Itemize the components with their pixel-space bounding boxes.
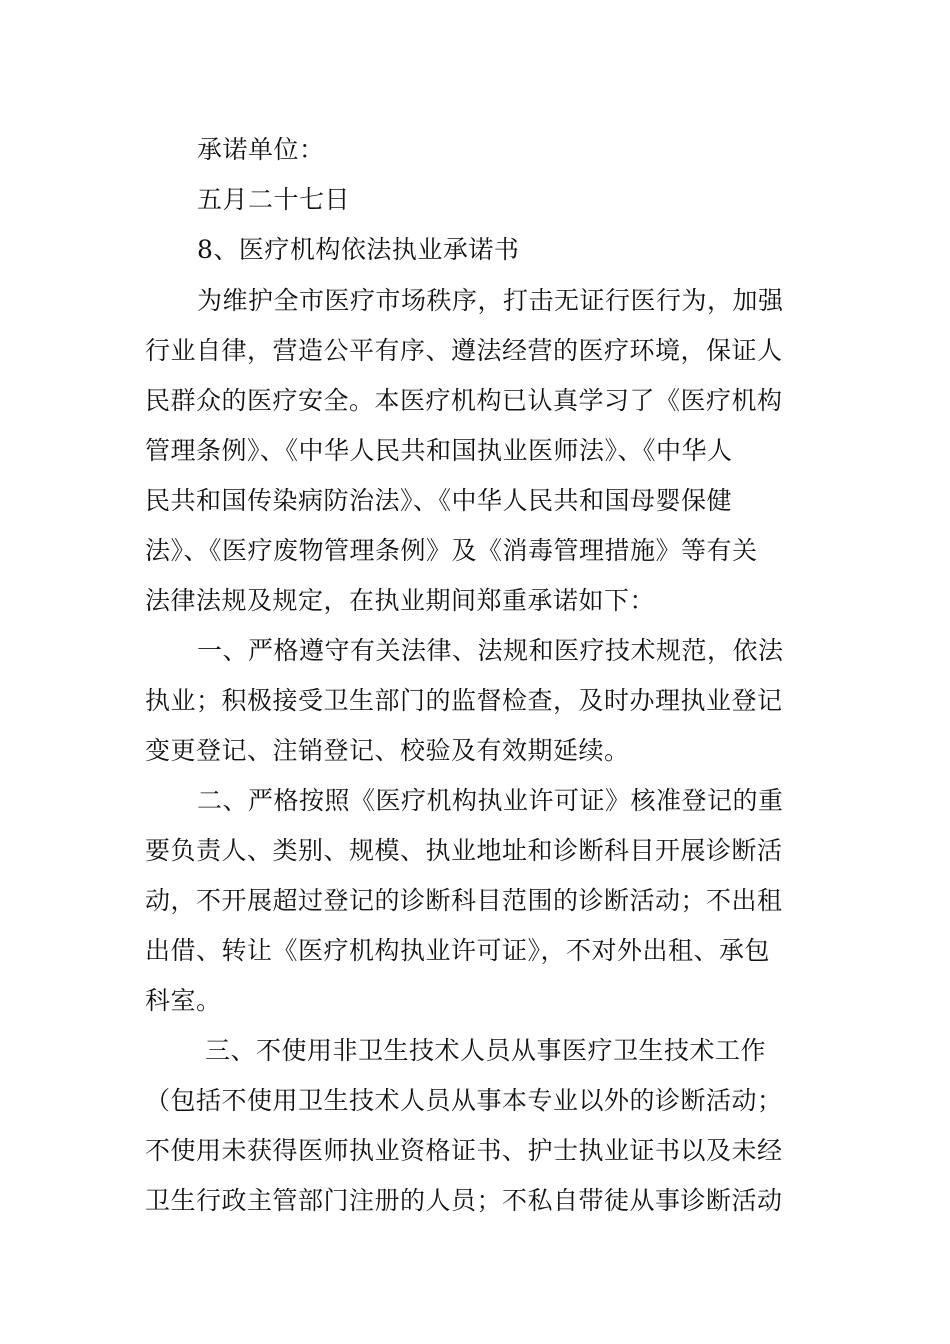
section-heading: 8、医疗机构依法执业承诺书 bbox=[197, 235, 520, 264]
paragraph-line: 执业；积极接受卫生部门的监督检查，及时办理执业登记 bbox=[145, 686, 783, 715]
paragraph-line: 管理条例》、《中华人民共和国执业医师法》、《中华人 bbox=[145, 436, 733, 465]
paragraph-line: 卫生行政主管部门注册的人员；不私自带徒从事诊断活动 bbox=[145, 1186, 783, 1215]
paragraph-line: （包括不使用卫生技术人员从事本专业以外的诊断活动； bbox=[145, 1086, 783, 1115]
paragraph-line: 行业自律，营造公平有序、遵法经营的医疗环境，保证人 bbox=[145, 336, 783, 365]
paragraph-line: 出借、转让《医疗机构执业许可证》，不对外出租、承包 bbox=[145, 936, 771, 965]
paragraph-line: 民共和国传染病防治法》、《中华人民共和国母婴保健 bbox=[145, 486, 733, 515]
paragraph-line: 动，不开展超过登记的诊断科目范围的诊断活动；不出租 bbox=[145, 886, 783, 915]
paragraph-line: 科室。 bbox=[145, 986, 222, 1015]
paragraph-line: 民群众的医疗安全。本医疗机构已认真学习了《医疗机构 bbox=[145, 386, 783, 415]
paragraph-line: 法》、《医疗废物管理条例》及《消毒管理措施》等有关 bbox=[145, 536, 758, 565]
paragraph-line: 法律法规及规定，在执业期间郑重承诺如下： bbox=[145, 586, 656, 615]
paragraph-line: 一、严格遵守有关法律、法规和医疗技术规范，依法 bbox=[197, 636, 784, 665]
paragraph-line: 要负责人、类别、规模、执业地址和诊断科目开展诊断活 bbox=[145, 836, 783, 865]
paragraph-line: 不使用未获得医师执业资格证书、护士执业证书以及未经 bbox=[145, 1136, 783, 1165]
paragraph-line: 三、不使用非卫生技术人员从事医疗卫生技术工作 bbox=[205, 1036, 767, 1065]
signature-date: 五月二十七日 bbox=[197, 185, 351, 214]
paragraph-line: 为维护全市医疗市场秩序，打击无证行医行为，加强 bbox=[197, 286, 784, 315]
signature-unit-label: 承诺单位： bbox=[197, 135, 325, 164]
paragraph-line: 变更登记、注销登记、校验及有效期延续。 bbox=[145, 736, 630, 765]
paragraph-line: 二、严格按照《医疗机构执业许可证》核准登记的重 bbox=[197, 786, 784, 815]
